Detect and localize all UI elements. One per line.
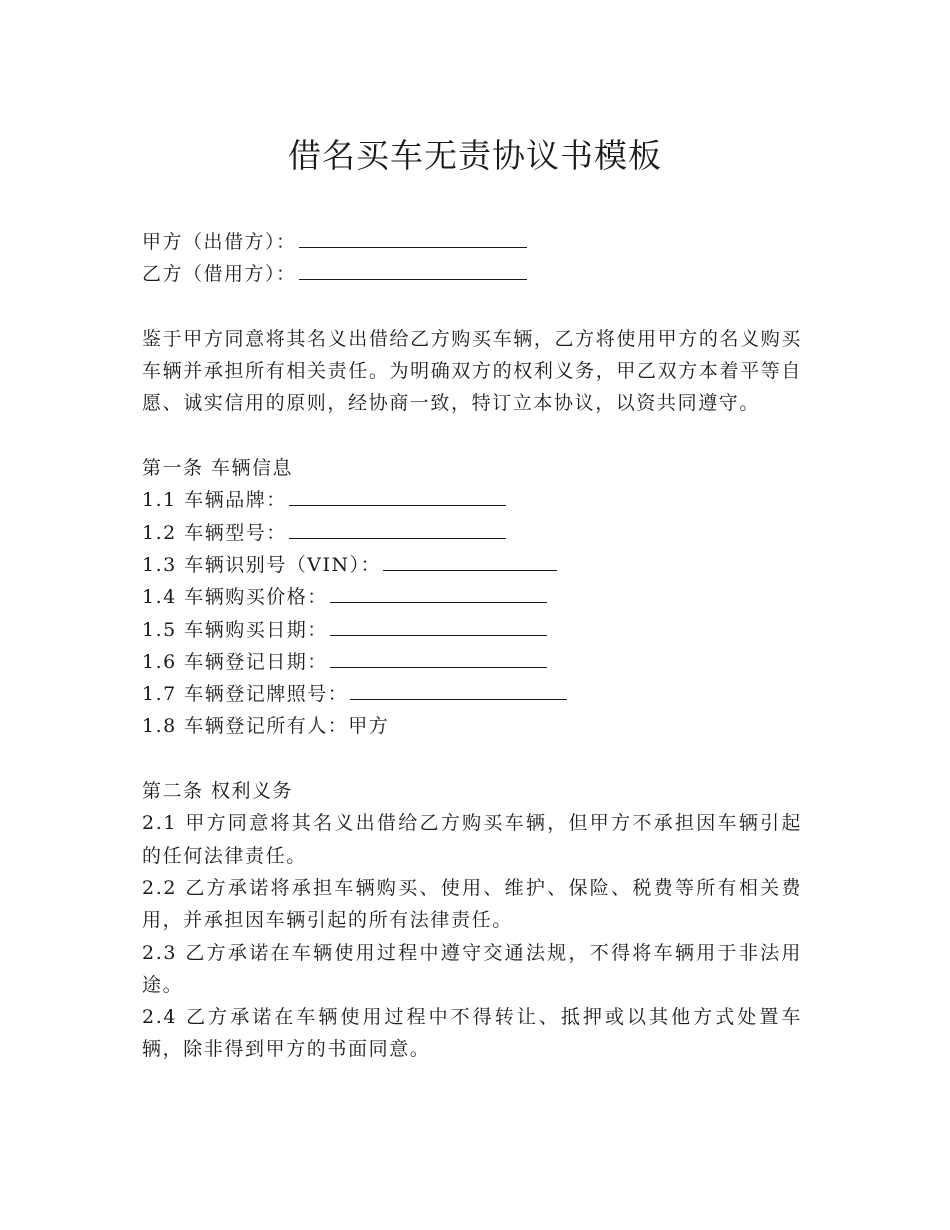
- purchase-date-blank: [330, 617, 547, 636]
- party-b-blank: [299, 261, 527, 280]
- vehicle-vin-label: 1.3 车辆识别号（VIN）：: [142, 553, 382, 576]
- spacer: [142, 743, 802, 775]
- clause-2-2: 2.2 乙方承诺将承担车辆购买、使用、维护、保险、税费等所有相关费用，并承担因车辆引起的所有法律责任。: [142, 876, 802, 932]
- vehicle-model-blank: [289, 520, 506, 539]
- vehicle-price-blank: [330, 584, 547, 603]
- party-a-label: 甲方（出借方）：: [142, 231, 297, 253]
- party-a-line: [142, 226, 802, 258]
- clause-2-3: 2.3 乙方承诺在车辆使用过程中遵守交通法规，不得将车辆用于非法用途。: [142, 941, 802, 996]
- registration-date-label: 1.6 车辆登记日期：: [142, 650, 328, 673]
- vehicle-model-line: [142, 517, 802, 549]
- document-body: [142, 226, 802, 1066]
- vehicle-price-line: [142, 581, 802, 613]
- party-b-label: 乙方（借用方）：: [142, 263, 297, 286]
- vehicle-vin-blank: [383, 552, 557, 571]
- party-a-blank: [299, 229, 527, 248]
- party-b-line: [142, 258, 802, 290]
- clause-2-1: 2.1 甲方同意将其名义出借给乙方购买车辆，但甲方不承担因车辆引起的任何法律责任。: [142, 812, 802, 867]
- vehicle-vin-line: [142, 549, 802, 581]
- registration-date-line: [142, 646, 802, 678]
- plate-number-blank: [350, 681, 567, 700]
- article-1-heading: 第一条 车辆信息: [142, 457, 294, 480]
- vehicle-brand-blank: [289, 487, 506, 506]
- spacer: [142, 291, 802, 323]
- vehicle-model-label: 1.2 车辆型号：: [142, 521, 287, 544]
- preamble-paragraph: 鉴于甲方同意将其名义出借给乙方购买车辆，乙方将使用甲方的名义购买车辆并承担所有相关责任。为明确双方的权利义务，甲乙双方本着平等自愿、诚实信用的原则，经协商一致，特订立本协议，以资共同遵守。: [142, 327, 802, 415]
- spacer: [142, 420, 802, 452]
- purchase-date-label: 1.5 车辆购买日期：: [142, 618, 328, 641]
- document-title: 借名买车无责协议书模板: [288, 136, 662, 175]
- plate-number-line: [142, 678, 802, 710]
- vehicle-price-label: 1.4 车辆购买价格：: [142, 586, 328, 609]
- clause-2-4: 2.4 乙方承诺在车辆使用过程中不得转让、抵押或以其他方式处置车辆，除非得到甲方的书面同意。: [142, 1006, 802, 1061]
- vehicle-brand-label: 1.1 车辆品牌：: [142, 489, 287, 512]
- vehicle-brand-line: [142, 484, 802, 516]
- plate-number-label: 1.7 车辆登记牌照号：: [142, 683, 349, 706]
- purchase-date-line: [142, 614, 802, 646]
- registered-owner-line: 1.8 车辆登记所有人：甲方: [142, 715, 390, 738]
- registration-date-blank: [330, 649, 547, 668]
- article-2-heading: 第二条 权利义务: [142, 780, 294, 803]
